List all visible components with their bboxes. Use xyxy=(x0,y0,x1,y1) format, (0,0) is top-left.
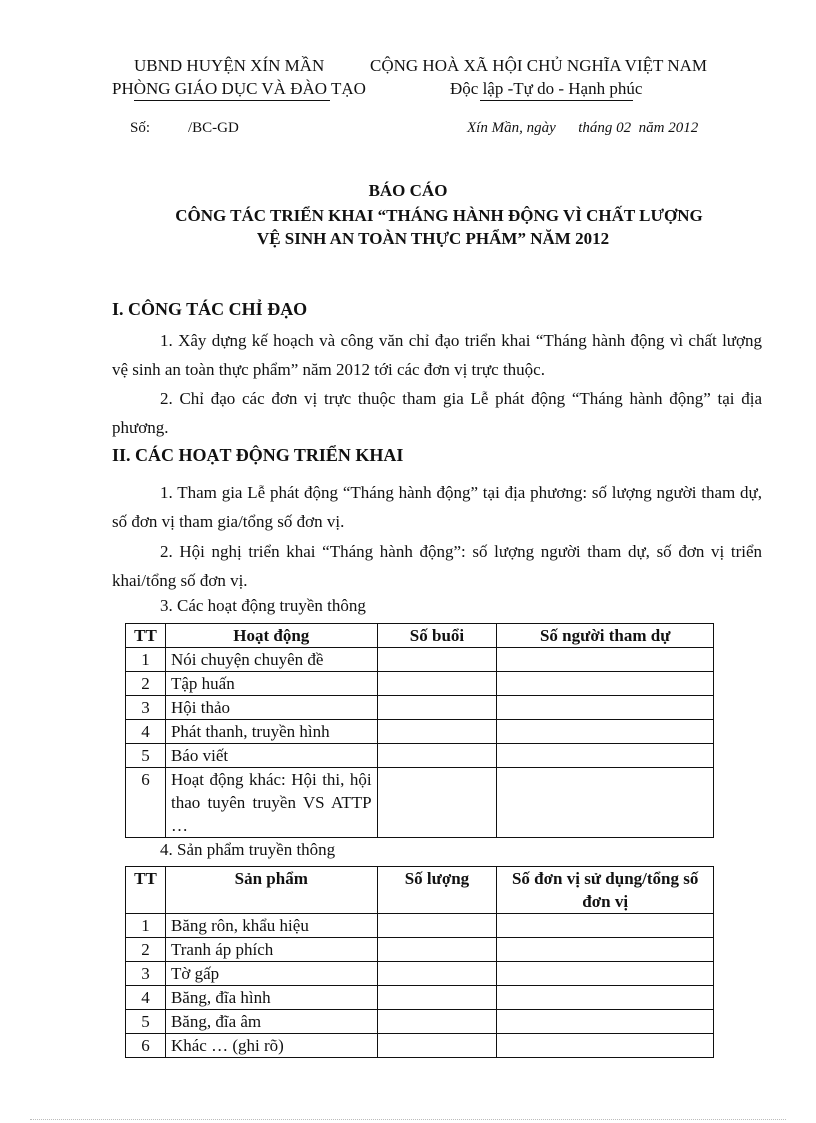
section2-item1-text: 1. Tham gia Lễ phát động “Tháng hành động” tại địa phương: số lượng người tham dự, số đơn vị tham gia/tổng số đơn vị. xyxy=(112,483,762,531)
row-number: 2 xyxy=(126,938,166,962)
units-cell xyxy=(497,986,714,1010)
table-row xyxy=(126,672,714,696)
table-header-row xyxy=(126,867,714,914)
quantity-cell xyxy=(377,986,497,1010)
section2-item4: 4. Sản phẩm truyền thông xyxy=(160,840,336,859)
row-number: 3 xyxy=(126,696,166,720)
section1-item2 xyxy=(112,384,762,442)
page-bottom-divider xyxy=(30,1119,786,1120)
quantity-cell xyxy=(377,1034,497,1058)
col-header-tt: TT xyxy=(126,867,166,914)
national-title: CỘNG HOÀ XÃ HỘI CHỦ NGHĨA VIỆT NAM xyxy=(370,56,708,75)
row-number: 6 xyxy=(126,768,166,838)
table-row xyxy=(126,648,714,672)
participants-cell xyxy=(497,696,714,720)
col-header-participants: Số người tham dự xyxy=(497,624,714,648)
participants-cell xyxy=(497,720,714,744)
quantity-cell xyxy=(377,914,497,938)
table-row xyxy=(126,744,714,768)
units-cell xyxy=(497,914,714,938)
product-name: Tranh áp phích xyxy=(165,938,377,962)
report-title: BÁO CÁO xyxy=(368,181,448,200)
units-cell xyxy=(497,1034,714,1058)
activity-name: Báo viết xyxy=(165,744,377,768)
units-cell xyxy=(497,938,714,962)
row-number: 4 xyxy=(126,720,166,744)
table-row xyxy=(126,768,714,838)
quantity-cell xyxy=(377,938,497,962)
col-header-tt: TT xyxy=(126,624,166,648)
participants-cell xyxy=(497,672,714,696)
units-cell xyxy=(497,962,714,986)
sessions-cell xyxy=(377,672,497,696)
table-row xyxy=(126,1010,714,1034)
section2-item2 xyxy=(112,537,762,595)
sessions-cell xyxy=(377,768,497,838)
table-row xyxy=(126,962,714,986)
table-header-row xyxy=(126,624,714,648)
table-row xyxy=(126,986,714,1010)
department-name: PHÒNG GIÁO DỤC VÀ ĐÀO TẠO xyxy=(112,79,366,98)
participants-cell xyxy=(497,648,714,672)
section2-item1 xyxy=(112,478,762,536)
row-number: 5 xyxy=(126,744,166,768)
section2-heading: II. CÁC HOẠT ĐỘNG TRIỂN KHAI xyxy=(112,445,404,465)
activity-name: Hội thảo xyxy=(165,696,377,720)
participants-cell xyxy=(497,744,714,768)
product-name: Băng, đĩa hình xyxy=(165,986,377,1010)
section2-item3: 3. Các hoạt động truyền thông xyxy=(160,596,366,615)
col-header-quantity: Số lượng xyxy=(377,867,497,914)
sessions-cell xyxy=(377,696,497,720)
section1-item1 xyxy=(112,326,762,384)
row-number: 6 xyxy=(126,1034,166,1058)
table-row xyxy=(126,720,714,744)
quantity-cell xyxy=(377,962,497,986)
section1-item2-text: 2. Chỉ đạo các đơn vị trực thuộc tham gia Lễ phát động “Tháng hành động” tại địa phương. xyxy=(112,389,762,437)
product-name: Băng rôn, khẩu hiệu xyxy=(165,914,377,938)
col-header-units-using: Số đơn vị sử dụng/tổng số đơn vị xyxy=(497,867,714,914)
row-number: 4 xyxy=(126,986,166,1010)
sessions-cell xyxy=(377,744,497,768)
section1-heading: I. CÔNG TÁC CHỈ ĐẠO xyxy=(112,299,308,319)
activity-name: Hoạt động khác: Hội thi, hội thao tuyên truyền VS ATTP … xyxy=(165,768,377,838)
row-number: 3 xyxy=(126,962,166,986)
activity-name: Nói chuyện chuyên đề xyxy=(165,648,377,672)
table-row xyxy=(126,696,714,720)
table-row xyxy=(126,914,714,938)
activity-name: Tập huấn xyxy=(165,672,377,696)
table-row xyxy=(126,1034,714,1058)
sessions-cell xyxy=(377,648,497,672)
sessions-cell xyxy=(377,720,497,744)
department-underline xyxy=(134,100,330,101)
row-number: 1 xyxy=(126,914,166,938)
report-subtitle-line2: VỆ SINH AN TOÀN THỰC PHẨM” NĂM 2012 xyxy=(256,229,610,248)
product-name: Tờ gấp xyxy=(165,962,377,986)
doc-number-code: /BC-GD xyxy=(188,120,239,136)
doc-number-label: Số: xyxy=(130,120,151,136)
row-number: 5 xyxy=(126,1010,166,1034)
table-row xyxy=(126,938,714,962)
col-header-sessions: Số buổi xyxy=(377,624,497,648)
activity-name: Phát thanh, truyền hình xyxy=(165,720,377,744)
participants-cell xyxy=(497,768,714,838)
communication-products-table xyxy=(125,866,714,1058)
place-date: Xín Mần, ngày tháng 02 năm 2012 xyxy=(467,120,699,136)
motto-underline xyxy=(480,100,633,101)
product-name: Khác … (ghi rõ) xyxy=(165,1034,377,1058)
quantity-cell xyxy=(377,1010,497,1034)
communication-activities-table xyxy=(125,623,714,838)
row-number: 1 xyxy=(126,648,166,672)
units-cell xyxy=(497,1010,714,1034)
section2-item2-text: 2. Hội nghị triển khai “Tháng hành động”: số lượng người tham dự, số đơn vị triển khai/tổng số đơn vị. xyxy=(112,542,762,590)
national-motto: Độc lập -Tự do - Hạnh phúc xyxy=(450,79,643,98)
report-subtitle-line1: CÔNG TÁC TRIỂN KHAI “THÁNG HÀNH ĐỘNG VÌ CHẤT LƯỢNG xyxy=(175,206,703,225)
row-number: 2 xyxy=(126,672,166,696)
col-header-activity: Hoạt động xyxy=(165,624,377,648)
agency-name: UBND HUYỆN XÍN MẦN xyxy=(134,56,325,75)
section1-item1-text: 1. Xây dựng kế hoạch và công văn chỉ đạo triển khai “Tháng hành động vì chất lượng vệ sinh an toàn thực phẩm” năm 2012 tới các đơn vị trực thuộc. xyxy=(112,331,762,379)
col-header-product: Sản phẩm xyxy=(165,867,377,914)
product-name: Băng, đĩa âm xyxy=(165,1010,377,1034)
